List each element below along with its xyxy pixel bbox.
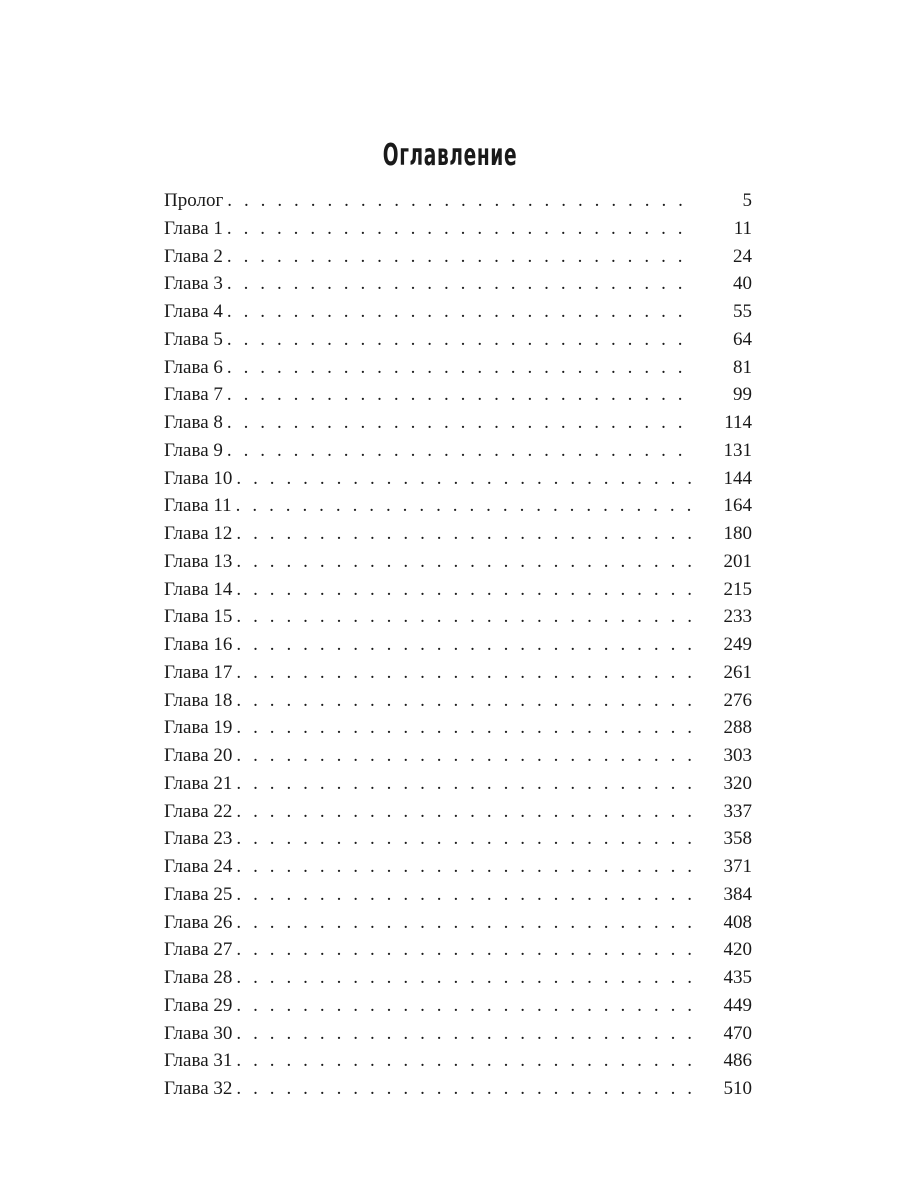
toc-entry-page-number: 276 xyxy=(723,689,752,711)
dot-leader xyxy=(236,1020,694,1048)
toc-entry xyxy=(164,326,752,354)
dot-leader xyxy=(227,243,694,271)
dot-leader xyxy=(227,326,694,354)
toc-entry-page-number: 320 xyxy=(723,772,752,794)
toc-entry xyxy=(164,881,752,909)
dot-leader xyxy=(236,1075,694,1103)
toc-entry-page-number: 510 xyxy=(723,1078,752,1099)
toc-entry xyxy=(164,354,752,382)
toc-entry-page-number: 55 xyxy=(733,301,752,322)
toc-entry-label: Глава 8 xyxy=(164,412,223,433)
dot-leader xyxy=(236,1047,694,1075)
toc-entry-page-number: 486 xyxy=(723,1050,752,1072)
toc-entry-page-number: 201 xyxy=(723,550,752,572)
dot-leader xyxy=(236,770,694,798)
toc-entry xyxy=(164,520,752,548)
dot-leader xyxy=(236,909,694,937)
dot-leader xyxy=(227,187,694,215)
toc-entry-label: Глава 9 xyxy=(164,439,223,461)
toc-entry xyxy=(164,243,752,271)
toc-entry xyxy=(164,1047,752,1075)
toc-entry-label: Глава 2 xyxy=(164,245,223,267)
dot-leader xyxy=(236,492,694,520)
toc-entry-page-number: 81 xyxy=(733,356,752,378)
toc-entry-page-number: 303 xyxy=(723,745,752,766)
toc-entry xyxy=(164,714,752,742)
toc-entry-label: Глава 27 xyxy=(164,939,233,961)
toc-entry xyxy=(164,270,752,298)
toc-entry-label: Глава 3 xyxy=(164,273,223,295)
toc-entry xyxy=(164,909,752,937)
toc-entry-label: Глава 13 xyxy=(164,550,233,572)
toc-entry xyxy=(164,548,752,576)
dot-leader xyxy=(227,298,694,326)
toc-entry-page-number: 261 xyxy=(723,661,752,683)
dot-leader xyxy=(236,992,694,1020)
dot-leader xyxy=(236,603,694,631)
toc-entry-page-number: 470 xyxy=(723,1022,752,1044)
toc-entry xyxy=(164,298,752,326)
dot-leader xyxy=(227,270,694,298)
dot-leader xyxy=(227,409,694,437)
toc-entry xyxy=(164,770,752,798)
toc-entry-page-number: 180 xyxy=(723,523,752,544)
toc-entry-page-number: 337 xyxy=(723,800,752,822)
toc-entry-page-number: 64 xyxy=(733,328,752,350)
dot-leader xyxy=(236,742,694,770)
toc-entry-page-number: 371 xyxy=(723,856,752,877)
toc-entry xyxy=(164,964,752,992)
toc-entry-label: Глава 14 xyxy=(164,578,233,600)
toc-entry-page-number: 24 xyxy=(733,245,752,267)
toc-entry-label: Глава 16 xyxy=(164,634,233,655)
toc-entry-page-number: 40 xyxy=(733,273,752,295)
toc-entry-label: Глава 21 xyxy=(164,772,233,794)
toc-entry-label: Глава 29 xyxy=(164,994,233,1016)
toc-entry-label: Глава 17 xyxy=(164,661,233,683)
toc-entry xyxy=(164,631,752,659)
toc-entry xyxy=(164,215,752,243)
dot-leader xyxy=(236,825,694,853)
toc-entry-page-number: 449 xyxy=(723,994,752,1016)
toc-entry-page-number: 408 xyxy=(723,911,752,933)
toc-entry-label: Глава 32 xyxy=(164,1078,233,1099)
toc-entry-page-number: 233 xyxy=(723,606,752,628)
toc-entry-page-number: 384 xyxy=(723,883,752,905)
dot-leader xyxy=(236,659,694,687)
toc-entry-label: Пролог xyxy=(164,190,224,211)
page-title: Оглавление xyxy=(382,138,518,173)
toc-entry xyxy=(164,1075,752,1103)
toc-entry-label: Глава 6 xyxy=(164,356,223,378)
toc-entry xyxy=(164,853,752,881)
toc-entry-label: Глава 26 xyxy=(164,911,233,933)
toc-entry xyxy=(164,742,752,770)
toc-entry xyxy=(164,187,752,215)
toc-entry-page-number: 435 xyxy=(723,967,752,988)
toc-entry xyxy=(164,825,752,853)
toc-entry-label: Глава 4 xyxy=(164,301,223,322)
toc-entry-page-number: 358 xyxy=(723,828,752,850)
toc-entry-page-number: 288 xyxy=(723,717,752,739)
toc-entry-page-number: 5 xyxy=(742,190,752,211)
toc-entry xyxy=(164,936,752,964)
toc-entry-page-number: 420 xyxy=(723,939,752,961)
dot-leader xyxy=(236,853,694,881)
toc-entry xyxy=(164,465,752,493)
toc-entry-label: Глава 5 xyxy=(164,328,223,350)
toc-entry xyxy=(164,1020,752,1048)
dot-leader xyxy=(236,576,694,604)
toc-entry-label: Глава 11 xyxy=(164,495,232,517)
toc-entry-label: Глава 12 xyxy=(164,523,233,544)
toc-entry-label: Глава 18 xyxy=(164,689,233,711)
toc-entry-label: Глава 24 xyxy=(164,856,233,877)
dot-leader xyxy=(236,714,694,742)
toc-entry-label: Глава 15 xyxy=(164,606,233,628)
dot-leader xyxy=(236,687,694,715)
table-of-contents xyxy=(164,187,752,1103)
toc-entry-page-number: 11 xyxy=(733,217,752,239)
toc-entry-page-number: 164 xyxy=(723,495,752,517)
dot-leader xyxy=(236,798,694,826)
toc-entry xyxy=(164,492,752,520)
toc-entry-label: Глава 31 xyxy=(164,1050,233,1072)
dot-leader xyxy=(236,936,694,964)
toc-entry-page-number: 114 xyxy=(724,412,752,433)
toc-entry xyxy=(164,992,752,1020)
toc-entry-label: Глава 1 xyxy=(164,217,223,239)
dot-leader xyxy=(236,520,694,548)
toc-entry xyxy=(164,687,752,715)
toc-entry-label: Глава 19 xyxy=(164,717,233,739)
dot-leader xyxy=(236,548,694,576)
toc-entry xyxy=(164,381,752,409)
toc-entry-label: Глава 10 xyxy=(164,467,233,489)
toc-entry-label: Глава 30 xyxy=(164,1022,233,1044)
toc-entry-page-number: 215 xyxy=(723,578,752,600)
toc-entry-page-number: 131 xyxy=(723,439,752,461)
toc-entry xyxy=(164,409,752,437)
dot-leader xyxy=(236,465,694,493)
dot-leader xyxy=(227,354,694,382)
toc-entry-label: Глава 22 xyxy=(164,800,233,822)
dot-leader xyxy=(227,381,694,409)
toc-entry-label: Глава 28 xyxy=(164,967,233,988)
toc-entry-label: Глава 7 xyxy=(164,384,223,406)
dot-leader xyxy=(236,964,694,992)
toc-entry xyxy=(164,659,752,687)
toc-entry-label: Глава 20 xyxy=(164,745,233,766)
toc-entry xyxy=(164,437,752,465)
toc-entry-page-number: 249 xyxy=(723,634,752,655)
toc-entry-page-number: 144 xyxy=(723,467,752,489)
toc-entry-page-number: 99 xyxy=(733,384,752,406)
toc-entry xyxy=(164,603,752,631)
dot-leader xyxy=(227,437,694,465)
dot-leader xyxy=(236,631,694,659)
toc-entry xyxy=(164,576,752,604)
dot-leader xyxy=(236,881,694,909)
toc-entry-label: Глава 25 xyxy=(164,883,233,905)
dot-leader xyxy=(227,215,694,243)
toc-entry xyxy=(164,798,752,826)
toc-entry-label: Глава 23 xyxy=(164,828,233,850)
